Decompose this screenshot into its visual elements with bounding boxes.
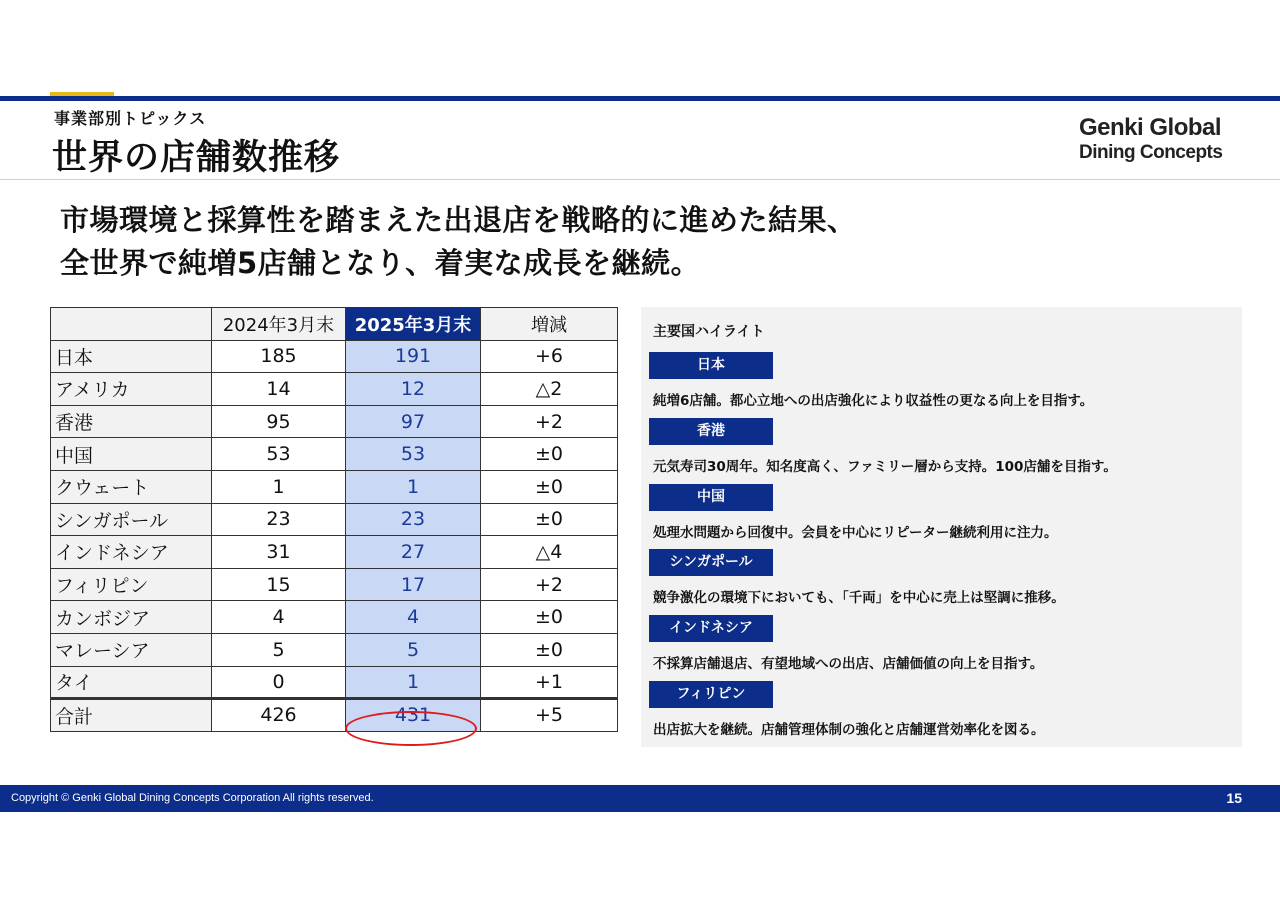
country-cell: 香港 xyxy=(51,405,212,438)
table-row xyxy=(51,373,618,406)
table-row xyxy=(51,503,618,536)
country-cell: クウェート xyxy=(51,470,212,503)
table-row xyxy=(51,601,618,634)
highlight-item xyxy=(649,484,1057,541)
country-cell: フィリピン xyxy=(51,568,212,601)
table-row xyxy=(51,536,618,569)
table-header-row xyxy=(51,308,618,341)
logo-line1: Genki Global xyxy=(1079,114,1222,141)
prev-count-cell: 95 xyxy=(212,405,346,438)
highlights-title: 主要国ハイライト xyxy=(653,324,765,340)
header-rule xyxy=(0,96,1280,101)
curr-count-cell: 97 xyxy=(346,405,481,438)
highlight-text: 競争激化の環境下においても、「千両」を中心に売上は堅調に推移。 xyxy=(653,590,1065,607)
highlight-item xyxy=(649,681,1045,738)
table-row xyxy=(51,340,618,373)
store-count-table xyxy=(50,307,618,732)
change-cell: +5 xyxy=(481,699,618,732)
title-divider xyxy=(0,179,1280,180)
page-title: 世界の店舗数推移 xyxy=(52,138,341,178)
headline xyxy=(60,199,857,285)
prev-count-cell: 4 xyxy=(212,601,346,634)
change-cell: +2 xyxy=(481,405,618,438)
highlight-item xyxy=(649,352,1093,409)
curr-count-cell: 191 xyxy=(346,340,481,373)
section-kicker: 事業部別トピックス xyxy=(54,109,207,128)
highlight-text: 純増6店舗。都心立地への出店強化により収益性の更なる向上を目指す。 xyxy=(653,393,1094,409)
table-row xyxy=(51,568,618,601)
headline-line1: 市場環境と採算性を踏まえた出退店を戦略的に進めた結果、 xyxy=(60,203,857,237)
change-cell: +1 xyxy=(481,666,618,699)
header-cell-2024: 2024年3月末 xyxy=(212,308,346,341)
curr-count-cell: 1 xyxy=(346,666,481,699)
header-cell-2025: 2025年3月末 xyxy=(346,308,481,341)
highlight-item xyxy=(649,615,1043,672)
curr-count-cell: 5 xyxy=(346,633,481,666)
curr-count-cell: 1 xyxy=(346,470,481,503)
table-row xyxy=(51,470,618,503)
change-cell: △2 xyxy=(481,373,618,406)
change-cell: +2 xyxy=(481,568,618,601)
curr-count-cell: 23 xyxy=(346,503,481,536)
highlight-text: 不採算店舗退店、有望地域への出店、店舗価値の向上を目指す。 xyxy=(653,656,1044,673)
country-cell: アメリカ xyxy=(51,373,212,406)
highlight-text: 元気寿司30周年。知名度高く、ファミリー層から支持。100店舗を目指す。 xyxy=(653,458,1117,475)
highlight-item xyxy=(649,418,1117,475)
total-highlight-circle xyxy=(345,711,477,746)
prev-count-cell: 426 xyxy=(212,699,346,732)
prev-count-cell: 0 xyxy=(212,666,346,699)
change-cell: △4 xyxy=(481,536,618,569)
table-row xyxy=(51,633,618,666)
country-badge: 香港 xyxy=(649,418,773,445)
change-cell: ±0 xyxy=(481,470,618,503)
curr-count-cell: 431 xyxy=(346,699,481,732)
country-cell: 合計 xyxy=(51,699,212,732)
curr-count-cell: 53 xyxy=(346,438,481,471)
highlight-text: 出店拡大を継続。店舗管理体制の強化と店舗運営効率化を図る。 xyxy=(653,722,1045,738)
country-cell: タイ xyxy=(51,666,212,699)
table-total-row xyxy=(51,699,618,732)
footer-bar xyxy=(0,785,1280,812)
prev-count-cell: 1 xyxy=(212,470,346,503)
table-body xyxy=(51,340,618,731)
table-row xyxy=(51,438,618,471)
table-row xyxy=(51,405,618,438)
logo-line2: Dining Concepts xyxy=(1079,142,1223,163)
prev-count-cell: 185 xyxy=(212,340,346,373)
change-cell: +6 xyxy=(481,340,618,373)
country-cell: マレーシア xyxy=(51,633,212,666)
curr-count-cell: 17 xyxy=(346,568,481,601)
country-cell: 中国 xyxy=(51,438,212,471)
country-cell: 日本 xyxy=(51,340,212,373)
company-logo xyxy=(1079,116,1222,162)
country-cell: インドネシア xyxy=(51,536,212,569)
highlights-panel xyxy=(641,307,1242,747)
change-cell: ±0 xyxy=(481,438,618,471)
country-badge: 日本 xyxy=(649,352,773,379)
highlight-item xyxy=(649,549,1065,606)
curr-count-cell: 27 xyxy=(346,536,481,569)
change-cell: ±0 xyxy=(481,503,618,536)
change-cell: ±0 xyxy=(481,601,618,634)
country-badge: インドネシア xyxy=(649,615,773,642)
prev-count-cell: 23 xyxy=(212,503,346,536)
country-badge: 中国 xyxy=(649,484,773,511)
prev-count-cell: 53 xyxy=(212,438,346,471)
header-cell-change: 増減 xyxy=(481,308,618,341)
prev-count-cell: 15 xyxy=(212,568,346,601)
page-number: 15 xyxy=(1226,790,1242,806)
highlight-text: 処理水問題から回復中。会員を中心にリピーター継続利用に注力。 xyxy=(653,524,1058,541)
headline-line2: 全世界で純増5店舗となり、着実な成長を継続。 xyxy=(60,246,701,280)
country-badge: シンガポール xyxy=(649,549,773,576)
country-badge: フィリピン xyxy=(649,681,773,708)
prev-count-cell: 5 xyxy=(212,633,346,666)
change-cell: ±0 xyxy=(481,633,618,666)
header-cell-blank xyxy=(51,308,212,341)
copyright-text: Copyright © Genki Global Dining Concepts Corporation All rights reserved. xyxy=(11,792,374,804)
curr-count-cell: 12 xyxy=(346,373,481,406)
table-row xyxy=(51,666,618,699)
country-cell: カンボジア xyxy=(51,601,212,634)
prev-count-cell: 31 xyxy=(212,536,346,569)
curr-count-cell: 4 xyxy=(346,601,481,634)
country-cell: シンガポール xyxy=(51,503,212,536)
prev-count-cell: 14 xyxy=(212,373,346,406)
